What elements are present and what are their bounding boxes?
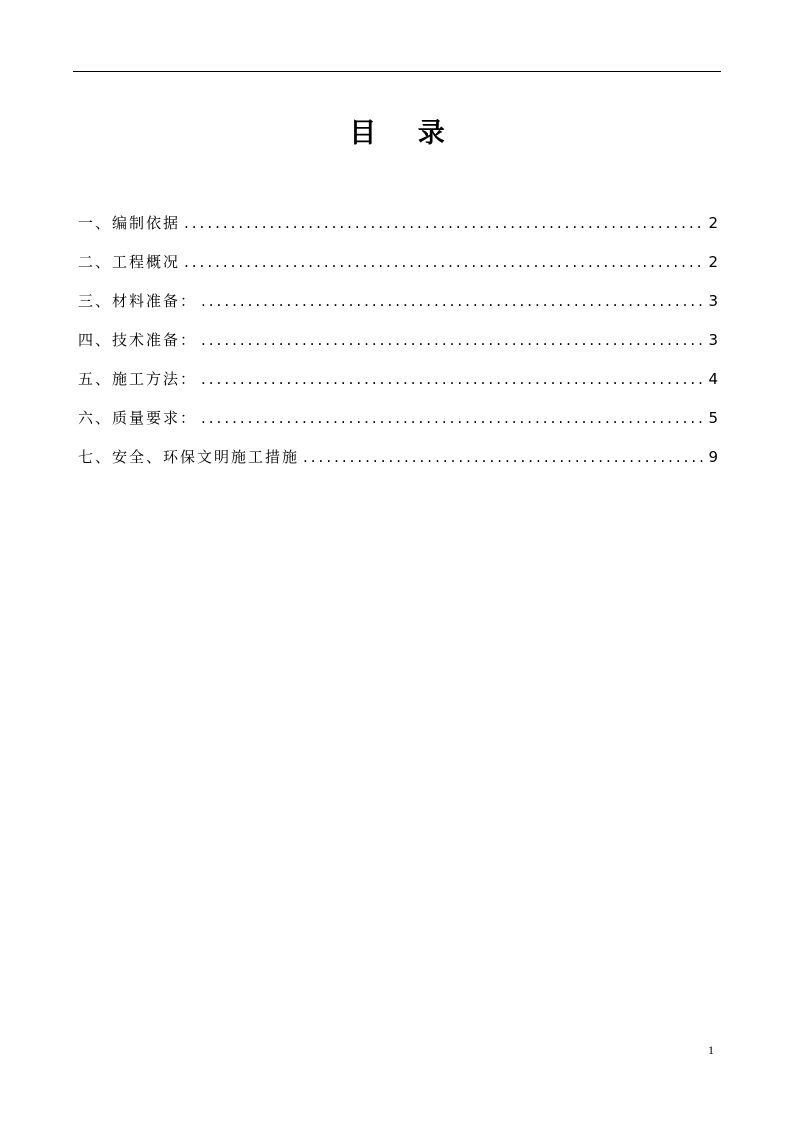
- page-number: 1: [708, 1043, 714, 1057]
- toc-entry-label: 七、安全、环保文明施工措施: [78, 448, 300, 466]
- page-title: 目 录: [349, 118, 461, 149]
- toc-entry-label: 四、技术准备：: [78, 331, 198, 349]
- toc-leader-dots: [303, 443, 706, 471]
- toc-entry-page: 3: [708, 292, 718, 310]
- toc-entry[interactable]: [78, 354, 718, 393]
- toc-entry-page: 2: [708, 214, 718, 232]
- toc-entry-page: 4: [708, 370, 718, 388]
- toc-entry-label: 一、编制依据: [78, 214, 181, 232]
- toc-leader-dots: [201, 326, 706, 354]
- toc-entry[interactable]: [78, 237, 718, 276]
- toc-entry[interactable]: [78, 432, 718, 471]
- toc-entry[interactable]: [78, 198, 718, 237]
- toc-leader-dots: [184, 248, 706, 276]
- toc-entry-page: 3: [708, 331, 718, 349]
- toc-leader-dots: [201, 404, 706, 432]
- toc-leader-dots: [184, 209, 706, 237]
- toc-leader-dots: [201, 287, 706, 315]
- header-rule: [73, 71, 721, 72]
- toc-leader-dots: [201, 365, 706, 393]
- toc-entry-label: 六、质量要求：: [78, 409, 198, 427]
- toc-entry-page: 2: [708, 253, 718, 271]
- toc-entry-label: 五、施工方法：: [78, 370, 198, 388]
- toc-entry-label: 三、材料准备：: [78, 292, 198, 310]
- toc-entry[interactable]: [78, 315, 718, 354]
- toc-entry[interactable]: [78, 393, 718, 432]
- table-of-contents: [78, 198, 718, 471]
- toc-entry-label: 二、工程概况: [78, 253, 181, 271]
- toc-entry-page: 9: [708, 448, 718, 466]
- toc-entry-page: 5: [708, 409, 718, 427]
- toc-entry[interactable]: [78, 276, 718, 315]
